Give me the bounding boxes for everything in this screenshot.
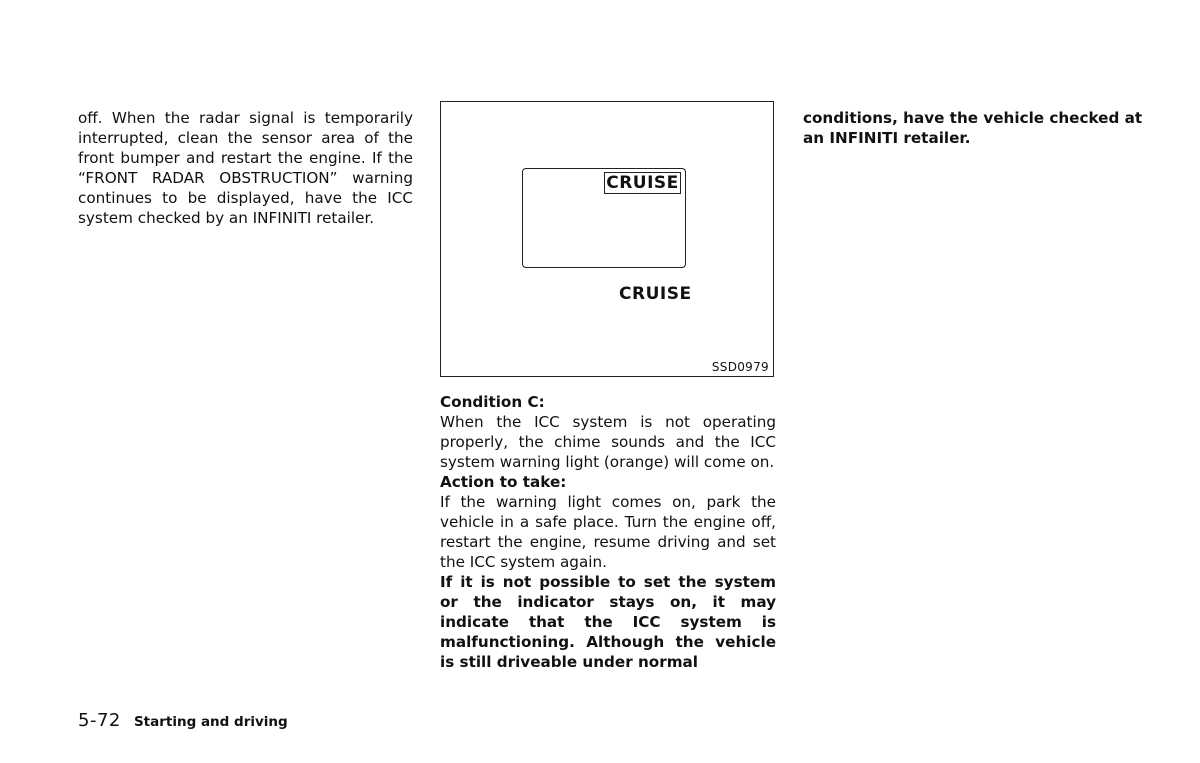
- right-column: [803, 108, 1143, 148]
- cruise-indicator-label: CRUISE: [619, 284, 692, 304]
- middle-column: [440, 392, 776, 672]
- left-column: [78, 108, 413, 228]
- left-paragraph: off. When the radar signal is temporarily interrupted, clean the sensor area of the front bumper and restart the engine. If the “FRONT RADAR OBSTRUCTION” warning continues to be displayed, have the ICC system checked by an INFINITI retailer.: [78, 109, 413, 227]
- figure-code: SSD0979: [711, 360, 769, 374]
- meter-display-box: [522, 168, 686, 268]
- action-heading: Action to take:: [440, 473, 567, 491]
- condition-text: When the ICC system is not operating properly, the chime sounds and the ICC system warning light (orange) will come on.: [440, 413, 776, 471]
- warning-text: If it is not possible to set the system or the indicator stays on, it may indicate that the ICC system is malfunctioning. Although the vehicle is still driveable under normal: [440, 573, 776, 671]
- condition-heading: Condition C:: [440, 393, 545, 411]
- cruise-display-label: CRUISE: [604, 172, 681, 194]
- cruise-display-figure: [440, 101, 774, 377]
- action-text: If the warning light comes on, park the vehicle in a safe place. Turn the engine off, restart the engine, resume driving and set the ICC system again.: [440, 493, 776, 571]
- section-title: Starting and driving: [133, 714, 288, 730]
- warning-continuation: conditions, have the vehicle checked at an INFINITI retailer.: [803, 109, 1143, 147]
- page-number: 5-72: [78, 710, 121, 731]
- page-footer: [78, 710, 288, 731]
